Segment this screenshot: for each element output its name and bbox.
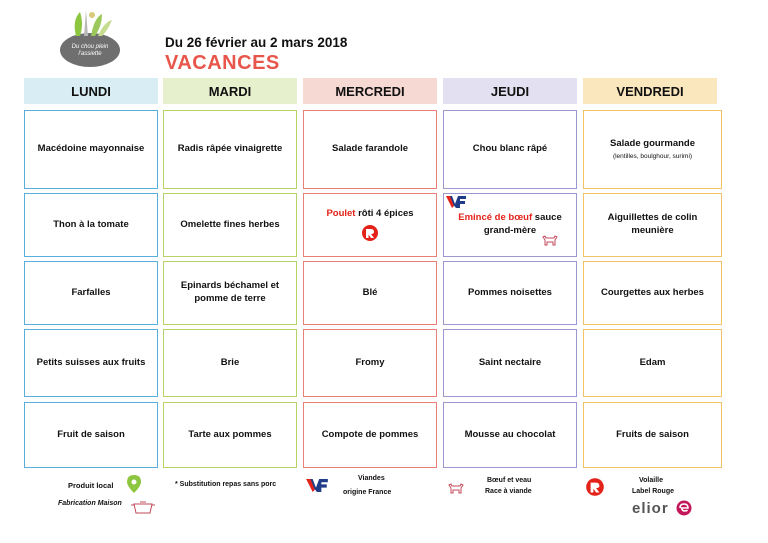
- cow-icon: [448, 482, 464, 494]
- menu-cell-mardi-accompagnement: [163, 261, 297, 325]
- menu-cell-vendredi-plat: [583, 193, 722, 257]
- menu-cell-lundi-dessert: [24, 402, 158, 468]
- menu-cell-vendredi-fromage: [583, 329, 722, 397]
- dish-name: Tarte aux pommes: [188, 428, 272, 440]
- day-header-mercredi: MERCREDI: [303, 78, 437, 104]
- dish-name: Omelette fines herbes: [180, 218, 280, 230]
- label-rouge-icon: [360, 224, 380, 242]
- menu-cell-lundi-fromage: [24, 329, 158, 397]
- legend-produit-local: Produit local: [68, 481, 114, 490]
- menu-cell-lundi-accompagnement: [24, 261, 158, 325]
- menu-cell-jeudi-entree: [443, 110, 577, 189]
- menu-cell-lundi-entree: [24, 110, 158, 189]
- legend-viandes-line2: origine France: [343, 489, 392, 496]
- legend-viandes-line1: Viandes: [358, 475, 385, 482]
- legend-fabrication-maison: Fabrication Maison: [58, 500, 122, 507]
- dish-name: Salade farandole: [331, 143, 409, 155]
- logo: [58, 8, 122, 68]
- day-header-mardi: MARDI: [163, 78, 297, 104]
- menu-cell-jeudi-fromage: [443, 329, 577, 397]
- logo-text: Du chou plein l'assiette: [71, 44, 109, 57]
- menu-cell-mercredi-dessert: [303, 402, 437, 468]
- dish-name: Brie: [220, 356, 240, 368]
- leaf-logo-icon: [58, 8, 122, 68]
- elior-logo: [632, 500, 692, 517]
- menu-cell-mardi-fromage: [163, 329, 297, 397]
- date-range-title: Du 26 février au 2 mars 2018: [165, 35, 348, 50]
- dish-name: Fruit de saison: [57, 428, 125, 440]
- dish-name: Saint nectaire: [478, 356, 542, 368]
- menu-cell-vendredi-entree: [583, 110, 722, 189]
- menu-cell-mardi-plat: [163, 193, 297, 257]
- dish-name: Mousse au chocolat: [464, 428, 556, 440]
- legend-volaille-line1: Volaille: [639, 477, 663, 484]
- dish-name: Farfalles: [71, 286, 111, 298]
- day-header-lundi: LUNDI: [24, 78, 158, 104]
- cooking-pot-icon: [130, 500, 156, 514]
- menu-cell-vendredi-dessert: [583, 402, 722, 468]
- legend-boeuf-line2: Race à viande: [485, 488, 532, 495]
- dish-name: Salade gourmande: [610, 137, 695, 149]
- dish-name: Fromy: [355, 356, 385, 368]
- legend-boeuf-line1: Bœuf et veau: [487, 477, 532, 484]
- elior-wordmark: elior: [632, 500, 669, 517]
- dish-name: Pommes noisettes: [468, 286, 552, 298]
- dish-name: Blé: [362, 286, 378, 298]
- menu-cell-mercredi-plat: [303, 193, 437, 257]
- dish-name: Thon à la tomate: [53, 218, 129, 230]
- dish-name: Fruits de saison: [616, 428, 689, 440]
- dish-name: Radis râpée vinaigrette: [177, 143, 283, 155]
- dish-rest: sauce grand-mère: [483, 212, 562, 236]
- cow-icon: [542, 234, 558, 246]
- dish-name: Epinards béchamel et pomme de terre: [180, 280, 280, 304]
- day-header-vendredi: VENDREDI: [583, 78, 717, 104]
- menu-cell-jeudi-accompagnement: [443, 261, 577, 325]
- legend-substitution: * Substitution repas sans porc: [175, 481, 277, 488]
- menu-cell-jeudi-plat: [443, 193, 577, 257]
- dish-rest: rôti 4 épices: [358, 208, 414, 220]
- elior-e-icon: [676, 500, 692, 516]
- vf-viande-francaise-icon: [446, 196, 466, 208]
- dish-name: Aiguillettes de colin meunière: [607, 212, 698, 236]
- dish-details: (lentilles, boulghour, surimi): [612, 152, 693, 160]
- menu-cell-mercredi-fromage: [303, 329, 437, 397]
- dish-name: Petits suisses aux fruits: [36, 356, 146, 368]
- dish-name: Chou blanc râpé: [472, 143, 548, 155]
- menu-cell-mardi-dessert: [163, 402, 297, 468]
- legend-volaille-line2: Label Rouge: [632, 488, 675, 495]
- dish-name: Macédoine mayonnaise: [37, 143, 145, 155]
- dish-name: Courgettes aux herbes: [601, 286, 704, 298]
- menu-cell-mardi-entree: [163, 110, 297, 189]
- label-rouge-icon: [584, 477, 606, 497]
- menu-cell-mercredi-accompagnement: [303, 261, 437, 325]
- vacances-banner: VACANCES: [165, 52, 280, 74]
- day-header-jeudi: JEUDI: [443, 78, 577, 104]
- dish-highlight: Poulet: [326, 208, 356, 220]
- map-pin-icon: [127, 475, 141, 493]
- menu-cell-jeudi-dessert: [443, 402, 577, 468]
- dish-name: Compote de pommes: [321, 428, 419, 440]
- menu-cell-lundi-plat: [24, 193, 158, 257]
- menu-cell-vendredi-accompagnement: [583, 261, 722, 325]
- dish-name: [326, 208, 413, 221]
- dish-name: Edam: [639, 356, 666, 368]
- menu-cell-mercredi-entree: [303, 110, 437, 189]
- vf-viande-francaise-icon: [306, 479, 328, 492]
- dish-highlight: Emincé de bœuf: [458, 212, 533, 224]
